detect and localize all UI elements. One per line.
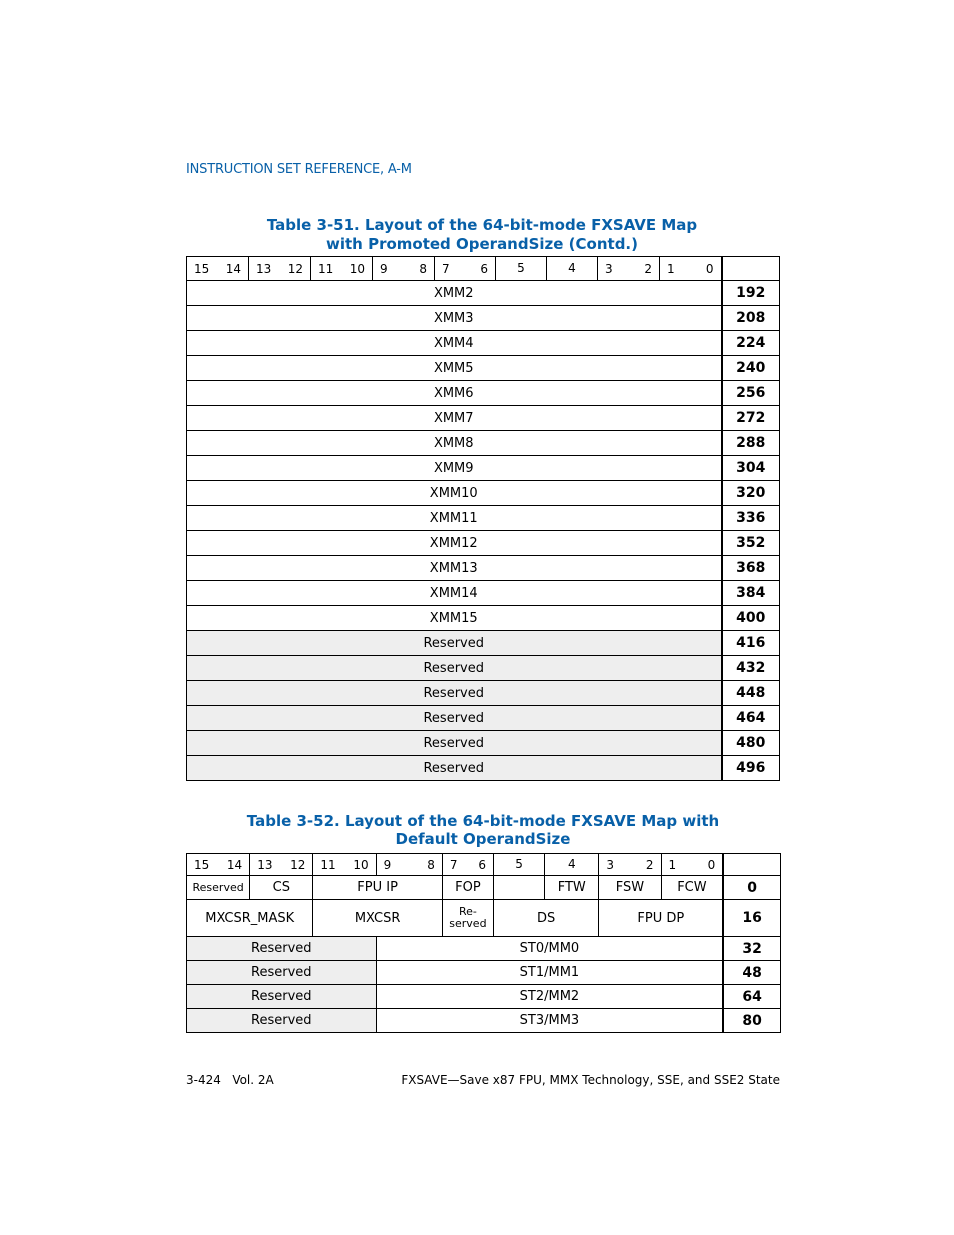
table-row bbox=[187, 281, 780, 306]
field-fpu-ip: FPU IP bbox=[313, 876, 442, 900]
bit-number: 6 bbox=[480, 261, 488, 276]
bit-number: 10 bbox=[349, 261, 365, 276]
bit-header-cell bbox=[547, 257, 598, 281]
offset-cell: 448 bbox=[722, 681, 780, 706]
table-row bbox=[187, 876, 781, 900]
field-st-mm: ST2/MM2 bbox=[376, 985, 723, 1009]
bit-number: 14 bbox=[225, 261, 241, 276]
bit-header-cell bbox=[250, 854, 313, 876]
bit-number: 11 bbox=[318, 261, 334, 276]
field-reserved: Reserved bbox=[187, 876, 250, 900]
bit-number: 13 bbox=[256, 261, 272, 276]
field-cell: XMM7 bbox=[187, 406, 722, 431]
field-st-mm: ST0/MM0 bbox=[376, 937, 723, 961]
field-fcw: FCW bbox=[661, 876, 723, 900]
table-row bbox=[187, 481, 780, 506]
table-row bbox=[187, 531, 780, 556]
bit-number: 7 bbox=[449, 857, 458, 872]
field-cs: CS bbox=[250, 876, 313, 900]
table-row bbox=[187, 631, 780, 656]
offset-cell: 432 bbox=[722, 656, 780, 681]
bit-header-cell bbox=[187, 854, 250, 876]
bit-header-cell bbox=[249, 257, 311, 281]
bit-number: 8 bbox=[427, 857, 435, 872]
table-row bbox=[187, 1009, 781, 1033]
table-row bbox=[187, 431, 780, 456]
field-ftw: FTW bbox=[545, 876, 599, 900]
bit-header-cell bbox=[599, 854, 661, 876]
field-cell: XMM3 bbox=[187, 306, 722, 331]
bit-header-row bbox=[187, 257, 780, 281]
field-mxcsr: MXCSR bbox=[313, 900, 442, 937]
offset-header-cell bbox=[722, 257, 780, 281]
bit-number: 0 bbox=[705, 261, 714, 276]
offset-cell: 240 bbox=[722, 356, 780, 381]
table-row bbox=[187, 606, 780, 631]
table-52-caption bbox=[186, 812, 780, 848]
table-52-caption-line2: Default OperandSize bbox=[395, 830, 571, 848]
field-cell: Reserved bbox=[187, 656, 722, 681]
bit-number: 2 bbox=[645, 857, 654, 872]
bit-header-cell bbox=[435, 257, 496, 281]
offset-cell: 208 bbox=[722, 306, 780, 331]
offset-cell: 272 bbox=[722, 406, 780, 431]
field-cell: XMM10 bbox=[187, 481, 722, 506]
field-cell: XMM6 bbox=[187, 381, 722, 406]
bit-header-cell bbox=[545, 854, 599, 876]
bit-number: 12 bbox=[287, 261, 303, 276]
offset-cell: 496 bbox=[722, 756, 780, 781]
table-51-caption-line1: Table 3-51. Layout of the 64-bit-mode FXSAVE Map bbox=[266, 216, 698, 234]
bit-number: 6 bbox=[478, 857, 486, 872]
table-row bbox=[187, 556, 780, 581]
table-row bbox=[187, 985, 781, 1009]
table-row bbox=[187, 756, 780, 781]
field-ds: DS bbox=[494, 900, 599, 937]
bit-number: 15 bbox=[194, 857, 210, 872]
field-reserved: Reserved bbox=[187, 985, 377, 1009]
bit-number: 0 bbox=[707, 857, 716, 872]
bit-number: 3 bbox=[605, 261, 613, 276]
table-row bbox=[187, 731, 780, 756]
table-51 bbox=[186, 256, 780, 781]
field-blank bbox=[494, 876, 545, 900]
bit-number: 14 bbox=[226, 857, 243, 872]
bit-header-cell bbox=[373, 257, 435, 281]
table-row bbox=[187, 406, 780, 431]
field-reserved: Reserved bbox=[187, 1009, 377, 1033]
field-fsw: FSW bbox=[599, 876, 661, 900]
offset-cell: 400 bbox=[722, 606, 780, 631]
footer-section-title: FXSAVE—Save x87 FPU, MMX Technology, SSE, and SSE2 State bbox=[401, 1073, 780, 1087]
bit-number: 11 bbox=[320, 857, 336, 872]
field-reserved: Reserved bbox=[187, 937, 377, 961]
offset-cell: 288 bbox=[722, 431, 780, 456]
bit-number: 5 bbox=[517, 261, 525, 275]
field-fpu-dp: FPU DP bbox=[599, 900, 723, 937]
bit-number: 1 bbox=[667, 261, 675, 276]
field-cell: XMM8 bbox=[187, 431, 722, 456]
field-cell: XMM15 bbox=[187, 606, 722, 631]
offset-cell: 224 bbox=[722, 331, 780, 356]
field-cell: XMM12 bbox=[187, 531, 722, 556]
bit-number: 9 bbox=[380, 261, 388, 276]
bit-header-cell bbox=[661, 854, 723, 876]
offset-cell: 480 bbox=[722, 731, 780, 756]
offset-cell: 32 bbox=[723, 937, 780, 961]
field-reserved: Reserved bbox=[187, 961, 377, 985]
bit-number: 7 bbox=[442, 261, 450, 276]
bit-number: 4 bbox=[567, 857, 576, 871]
field-cell: Reserved bbox=[187, 681, 722, 706]
bit-number: 10 bbox=[353, 857, 369, 872]
bit-number: 9 bbox=[383, 857, 392, 872]
field-cell: XMM2 bbox=[187, 281, 722, 306]
offset-cell: 384 bbox=[722, 581, 780, 606]
offset-cell: 320 bbox=[722, 481, 780, 506]
table-row bbox=[187, 706, 780, 731]
offset-cell: 48 bbox=[723, 961, 780, 985]
bit-number: 5 bbox=[515, 857, 523, 871]
field-fop: FOP bbox=[442, 876, 493, 900]
offset-cell: 336 bbox=[722, 506, 780, 531]
offset-header-cell bbox=[723, 854, 780, 876]
bit-header-cell bbox=[598, 257, 660, 281]
bit-number: 4 bbox=[568, 261, 576, 275]
offset-cell: 0 bbox=[723, 876, 780, 900]
bit-header-cell bbox=[313, 854, 376, 876]
table-row bbox=[187, 961, 781, 985]
field-cell: XMM4 bbox=[187, 331, 722, 356]
offset-cell: 16 bbox=[723, 900, 780, 937]
field-cell: XMM11 bbox=[187, 506, 722, 531]
offset-cell: 304 bbox=[722, 456, 780, 481]
offset-cell: 416 bbox=[722, 631, 780, 656]
field-reserved-small bbox=[442, 900, 493, 937]
field-st-mm: ST3/MM3 bbox=[376, 1009, 723, 1033]
offset-cell: 368 bbox=[722, 556, 780, 581]
offset-cell: 352 bbox=[722, 531, 780, 556]
bit-header-row bbox=[187, 854, 781, 876]
offset-cell: 80 bbox=[723, 1009, 780, 1033]
field-mxcsr-mask: MXCSR_MASK bbox=[187, 900, 313, 937]
field-cell: XMM9 bbox=[187, 456, 722, 481]
bit-header-cell bbox=[442, 854, 493, 876]
bit-number: 8 bbox=[419, 261, 427, 276]
table-row bbox=[187, 581, 780, 606]
bit-number: 13 bbox=[257, 857, 273, 872]
offset-cell: 64 bbox=[723, 985, 780, 1009]
bit-number: 2 bbox=[644, 261, 652, 276]
field-cell: Reserved bbox=[187, 731, 722, 756]
field-cell: XMM13 bbox=[187, 556, 722, 581]
bit-header-cell bbox=[494, 854, 545, 876]
running-header: INSTRUCTION SET REFERENCE, A-M bbox=[186, 162, 412, 177]
table-row bbox=[187, 331, 780, 356]
bit-number: 1 bbox=[668, 857, 677, 872]
table-52 bbox=[186, 853, 781, 1033]
table-51-caption bbox=[186, 216, 778, 254]
table-row bbox=[187, 656, 780, 681]
bit-header-cell bbox=[311, 257, 373, 281]
bit-number: 3 bbox=[606, 857, 614, 872]
bit-header-cell bbox=[376, 854, 442, 876]
field-cell: XMM5 bbox=[187, 356, 722, 381]
table-51-caption-line2: with Promoted OperandSize (Contd.) bbox=[326, 235, 638, 253]
bit-header-cell bbox=[187, 257, 249, 281]
field-st-mm: ST1/MM1 bbox=[376, 961, 723, 985]
table-row bbox=[187, 900, 781, 937]
offset-cell: 464 bbox=[722, 706, 780, 731]
footer-page-number: 3-424 Vol. 2A bbox=[186, 1073, 274, 1087]
table-row bbox=[187, 306, 780, 331]
table-52-caption-line1: Table 3-52. Layout of the 64-bit-mode FXSAVE Map with bbox=[246, 812, 720, 830]
field-cell: Reserved bbox=[187, 706, 722, 731]
table-row bbox=[187, 356, 780, 381]
bit-number: 15 bbox=[194, 261, 210, 276]
table-row bbox=[187, 937, 781, 961]
table-row bbox=[187, 456, 780, 481]
table-row bbox=[187, 681, 780, 706]
field-cell: Reserved bbox=[187, 631, 722, 656]
field-cell: XMM14 bbox=[187, 581, 722, 606]
field-cell: Reserved bbox=[187, 756, 722, 781]
bit-header-cell bbox=[496, 257, 547, 281]
reserved-line1: Re- bbox=[458, 905, 477, 918]
offset-cell: 192 bbox=[722, 281, 780, 306]
table-row bbox=[187, 506, 780, 531]
reserved-line2: served bbox=[449, 917, 487, 930]
bit-number: 12 bbox=[290, 857, 306, 872]
offset-cell: 256 bbox=[722, 381, 780, 406]
table-row bbox=[187, 381, 780, 406]
bit-header-cell bbox=[660, 257, 722, 281]
